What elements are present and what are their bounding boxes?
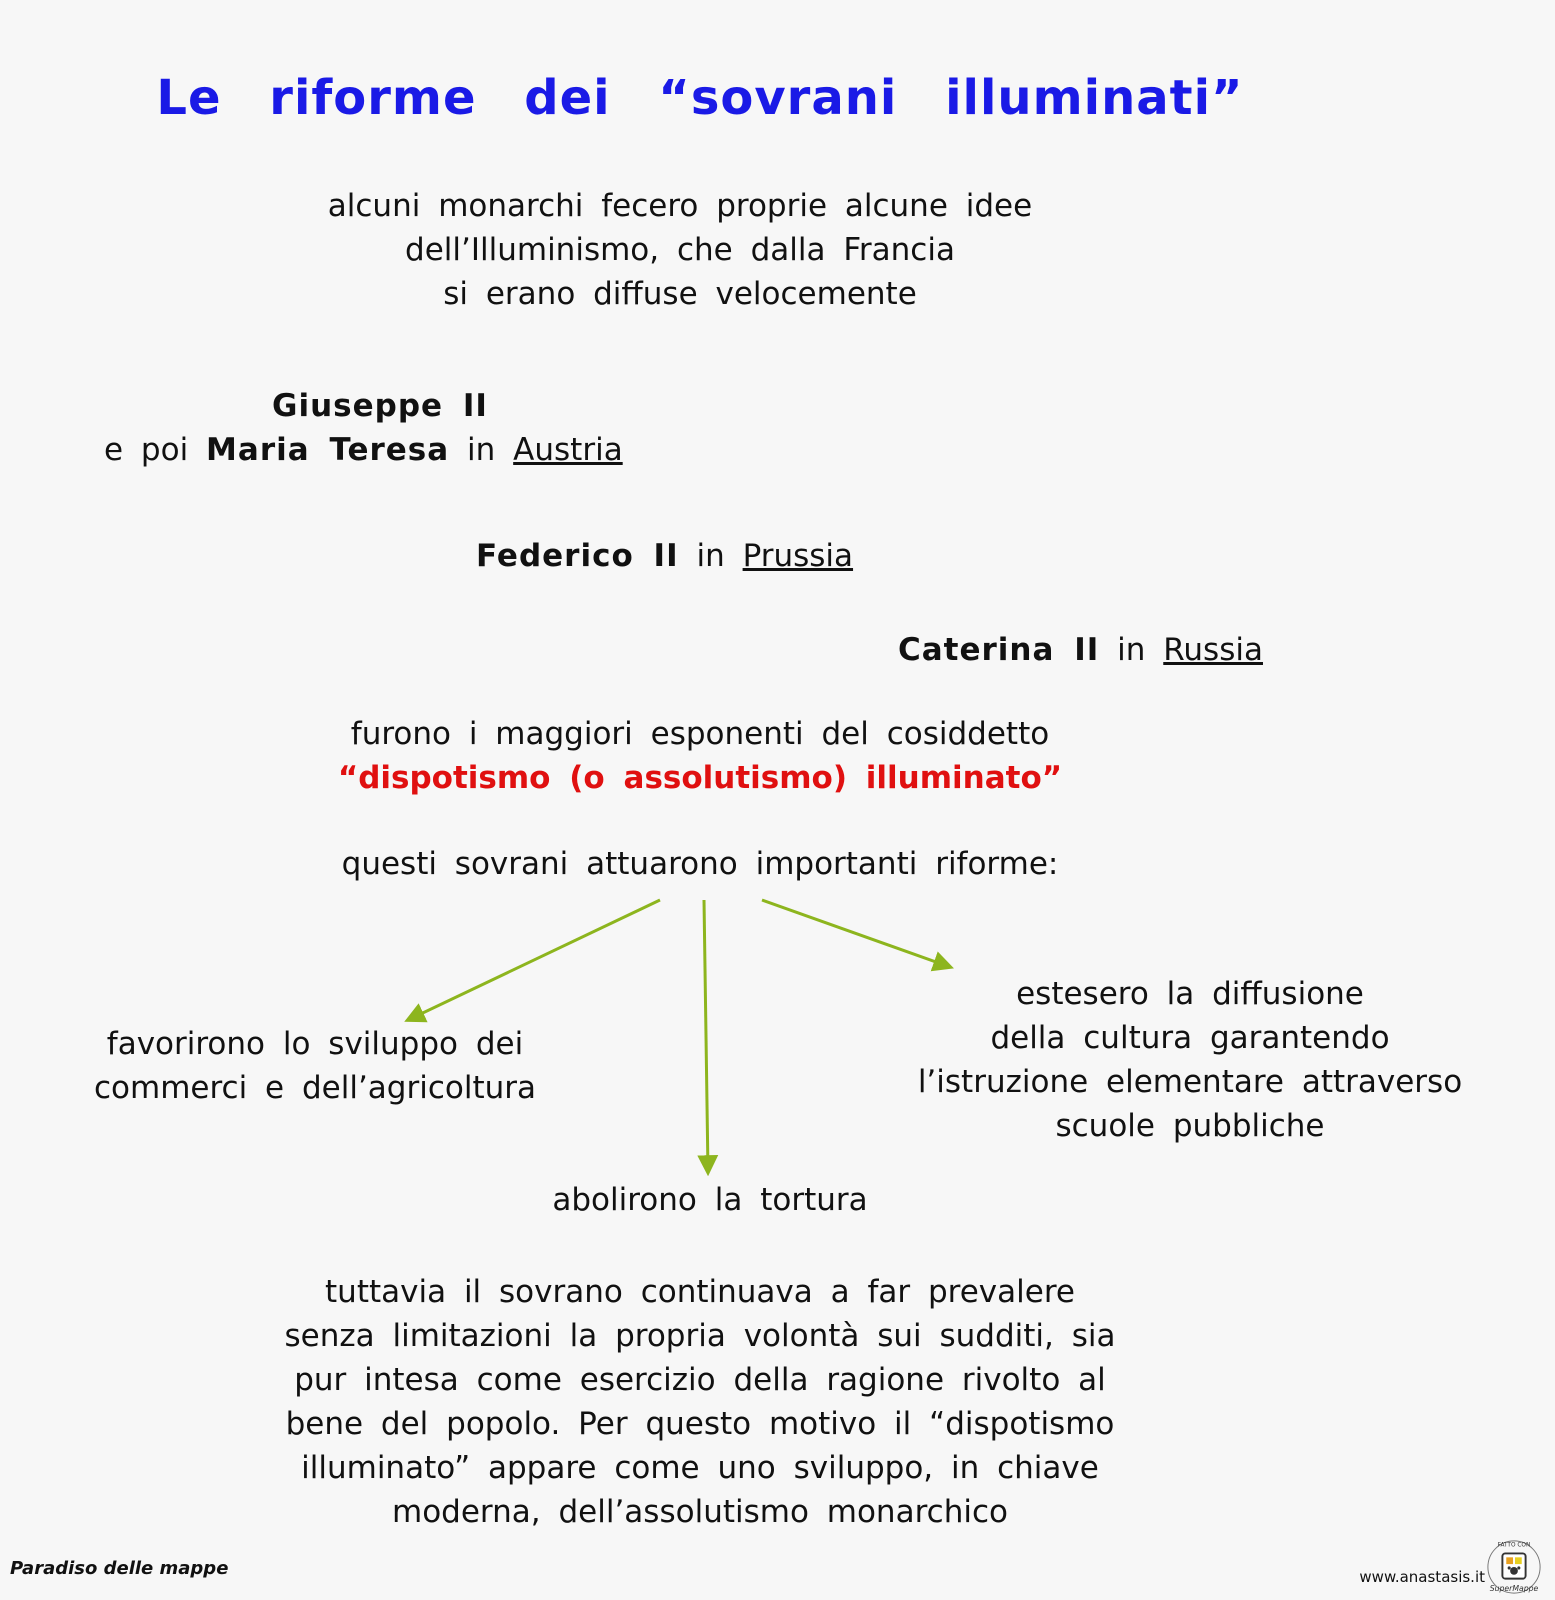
ruler-giuseppe: Giuseppe II	[272, 388, 488, 424]
ruler-place: Russia	[1163, 632, 1263, 668]
intro-line: alcuni monarchi fecero proprie alcune idee	[327, 188, 1033, 224]
ruler-name: Maria Teresa	[206, 432, 450, 468]
conclusion-line: bene del popolo. Per questo motivo il “dispotismo	[285, 1406, 1115, 1442]
ruler-place: Prussia	[742, 538, 854, 574]
reform-line: l’istruzione elementare attraverso	[917, 1064, 1463, 1100]
reform-commerce	[60, 1022, 570, 1110]
arrow-to-commerce	[408, 900, 660, 1020]
reform-culture	[880, 972, 1500, 1148]
arrow-to-torture	[704, 900, 708, 1172]
conclusion-text	[200, 1270, 1200, 1534]
page-title: Le riforme dei “sovrani illuminati”	[156, 70, 1244, 126]
conclusion-line: senza limitazioni la propria volontà sui sudditi, sia	[284, 1318, 1116, 1354]
svg-text:SuperMappe: SuperMappe	[1489, 1584, 1539, 1594]
ruler-name: Caterina II	[898, 632, 1100, 668]
reform-line: favorirono lo sviluppo dei	[106, 1026, 524, 1062]
arrow-to-culture	[762, 900, 950, 967]
reforms-intro: questi sovrani attuarono importanti riforme:	[341, 846, 1059, 882]
reform-line: commerci e dell’agricoltura	[93, 1070, 536, 1106]
conclusion-line: illuminato” appare come uno sviluppo, in chiave	[301, 1450, 1099, 1486]
conclusion-line: pur intesa come esercizio della ragione rivolto al	[294, 1362, 1106, 1398]
ruler-place: Austria	[513, 432, 623, 468]
ruler-in: in	[467, 432, 496, 468]
reform-line: estesero la diffusione	[1016, 976, 1364, 1012]
ruler-in: in	[696, 538, 725, 574]
reform-torture: abolirono la tortura	[552, 1182, 868, 1218]
ruler-in: in	[1117, 632, 1146, 668]
conclusion-line: tuttavia il sovrano continuava a far prevalere	[325, 1274, 1075, 1310]
exponents-line: furono i maggiori esponenti del cosiddetto	[350, 716, 1050, 752]
footer-paradiso: Paradiso delle mappe	[10, 1558, 229, 1579]
reform-line: scuole pubbliche	[1055, 1108, 1325, 1144]
reform-line: della cultura garantendo	[990, 1020, 1390, 1056]
supermappe-logo-icon	[1485, 1538, 1543, 1596]
despotism-highlight: “dispotismo (o assolutismo) illuminato”	[337, 760, 1063, 796]
svg-text:FATTO CON: FATTO CON	[1497, 1542, 1531, 1549]
ruler-prefix: e poi	[104, 432, 189, 468]
intro-line: si erano diffuse velocemente	[443, 276, 917, 312]
ruler-name: Federico II	[476, 538, 679, 574]
intro-line: dell’Illuminismo, che dalla Francia	[405, 232, 955, 268]
footer-website: www.anastasis.it	[1359, 1568, 1485, 1586]
conclusion-line: moderna, dell’assolutismo monarchico	[392, 1494, 1008, 1530]
